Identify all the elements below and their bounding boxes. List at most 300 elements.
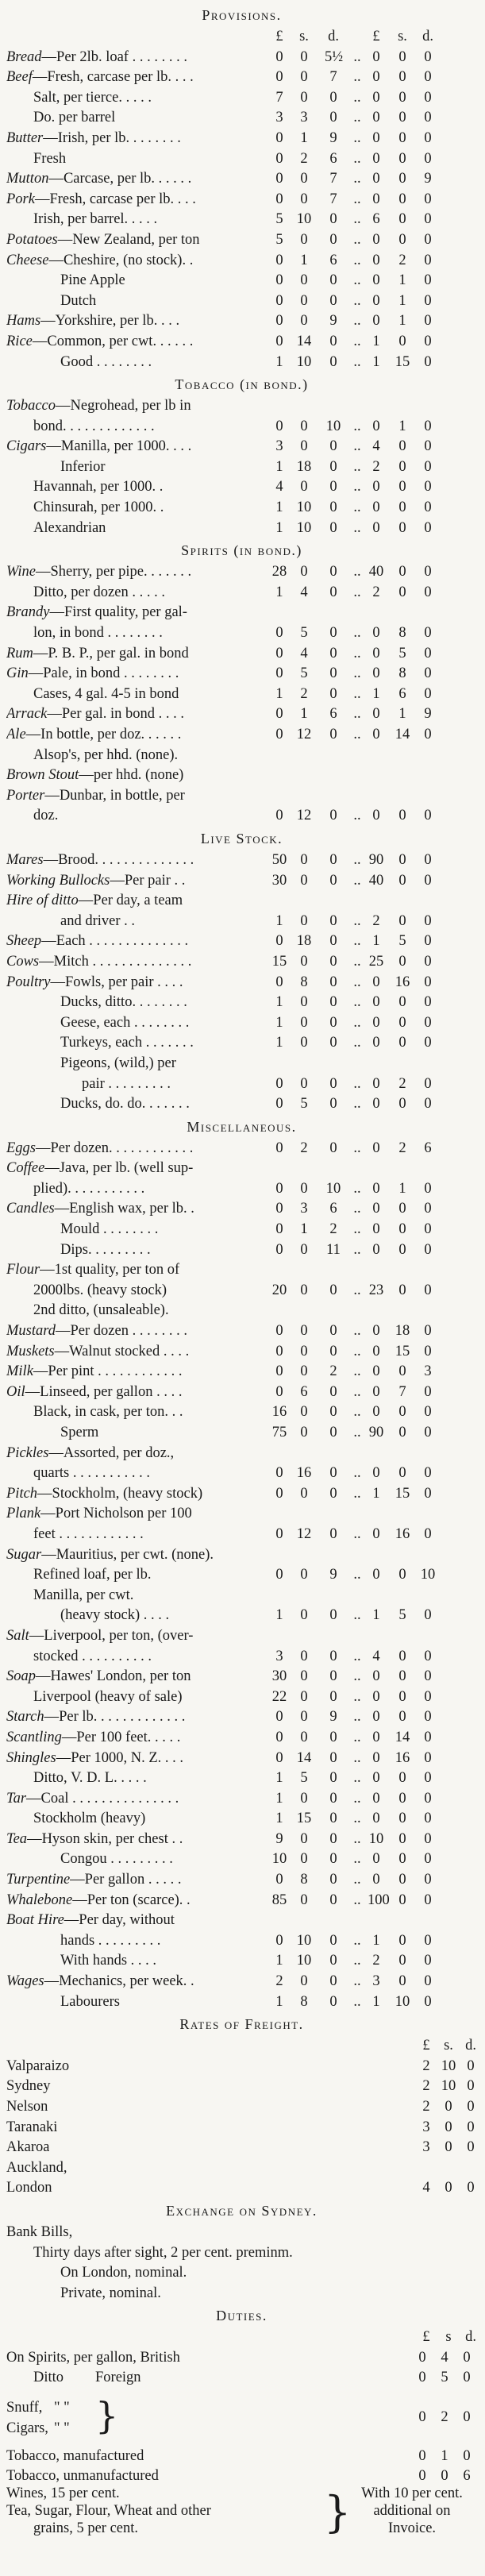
exchange-line: Private, nominal.	[60, 2285, 161, 2301]
price-value: 1	[275, 1953, 283, 1969]
price-value: 6	[329, 706, 337, 723]
price-value: 1	[275, 1035, 283, 1051]
price-row	[6, 725, 477, 746]
price-value: 0	[372, 1383, 380, 1400]
freight-value: 2	[422, 2057, 430, 2074]
price-value: 0	[424, 353, 432, 370]
freight-value: 0	[467, 2180, 475, 2196]
column-header-label: s	[445, 2329, 452, 2346]
price-value: 0	[329, 1973, 337, 1990]
price-value: 5	[398, 645, 406, 661]
price-value: 0	[398, 1830, 406, 1847]
price-value: 0	[300, 1404, 308, 1421]
price-value: 0	[424, 808, 432, 824]
price-value: 0	[398, 872, 406, 889]
price-value: 23	[368, 1282, 384, 1298]
price-value: 0	[329, 1404, 337, 1421]
item-text: lon, in bond . . . . . . . .	[33, 625, 163, 642]
price-value: 40	[368, 872, 384, 889]
row-separator: ..	[353, 1383, 361, 1400]
item-label	[6, 786, 185, 807]
item-label	[60, 1220, 158, 1240]
price-value: 0	[424, 272, 432, 289]
price-value: 6	[329, 252, 337, 268]
price-value: 0	[275, 665, 283, 682]
row-separator: ..	[353, 1709, 361, 1726]
price-value: 0	[372, 191, 380, 207]
freight-value: 3	[422, 2119, 430, 2135]
price-value: 7	[398, 1383, 406, 1400]
price-row	[6, 1891, 477, 1911]
price-value: 0	[329, 808, 337, 824]
price-value: 0	[275, 129, 283, 146]
item-label	[60, 1013, 189, 1034]
price-value: 0	[424, 458, 432, 475]
row-separator: ..	[353, 1525, 361, 1542]
item-text: —Mechanics, per week. .	[44, 1973, 194, 1990]
price-value: 0	[424, 1404, 432, 1421]
price-value: 0	[372, 89, 380, 106]
price-row	[6, 1094, 477, 1115]
item-label	[6, 1728, 180, 1749]
item-label	[33, 417, 155, 438]
item-text: —Mauritius, per cwt. (none).	[41, 1546, 214, 1563]
item-label	[33, 623, 163, 644]
price-value: 0	[275, 1180, 283, 1197]
price-row	[6, 704, 477, 725]
freight-value: 4	[422, 2180, 430, 2196]
price-value: 5	[300, 1770, 308, 1787]
price-row	[6, 1647, 477, 1668]
price-value: 0	[424, 685, 432, 702]
row-separator: ..	[353, 129, 361, 146]
price-value: 16	[395, 974, 410, 990]
price-value: 0	[398, 1973, 406, 1990]
item-lead: Wages	[6, 1973, 44, 1990]
price-value: 0	[424, 333, 432, 349]
row-separator: ..	[353, 1567, 361, 1583]
price-value: 9	[329, 129, 337, 146]
freight-destination: Auckland,	[6, 2159, 67, 2176]
price-value: 0	[372, 1323, 380, 1340]
price-value: 0	[372, 1140, 380, 1156]
price-value: 0	[424, 1282, 432, 1298]
price-value: 0	[329, 1465, 337, 1482]
price-row	[6, 644, 477, 665]
item-text: pair . . . . . . . . .	[82, 1075, 171, 1092]
row-separator: ..	[353, 1688, 361, 1705]
price-row	[6, 891, 477, 912]
row-separator: ..	[353, 1648, 361, 1664]
item-label	[33, 108, 115, 129]
item-text: Dutch	[60, 292, 97, 309]
price-row	[6, 1606, 477, 1626]
price-value: 0	[424, 438, 432, 455]
item-label	[6, 1382, 182, 1403]
price-value: 18	[296, 933, 312, 950]
price-value: 9	[424, 706, 432, 723]
item-text: Alexandrian	[33, 519, 106, 536]
item-text: Havannah, per 1000. .	[33, 479, 164, 496]
duty-label-tea: Tea, Sugar, Flour, Wheat and other	[6, 2502, 211, 2519]
item-label	[6, 190, 196, 210]
item-label	[33, 498, 164, 519]
section-title-livestock: Live Stock.	[200, 830, 283, 846]
duty-label: Tobacco, unmanufactured	[6, 2467, 159, 2484]
item-label	[6, 891, 183, 912]
duty-value: 6	[463, 2467, 471, 2484]
duty-value: 0	[463, 2349, 471, 2366]
price-value: 0	[398, 1567, 406, 1583]
item-lead: Candles	[6, 1201, 55, 1217]
price-value: 0	[372, 1811, 380, 1827]
row-separator: ..	[353, 584, 361, 600]
item-text: —Per dozen. . . . . . . . . . . .	[36, 1140, 194, 1156]
price-value: 0	[398, 1932, 406, 1949]
price-row	[6, 1179, 477, 1200]
column-header-label: s.	[398, 29, 407, 44]
row-separator: ..	[353, 727, 361, 742]
duty-value: 0	[418, 2467, 426, 2484]
row-separator: ..	[353, 150, 361, 167]
item-text: plied). . . . . . . . . . .	[33, 1180, 145, 1197]
item-label	[33, 1179, 144, 1200]
price-value: 0	[329, 1035, 337, 1051]
price-value: 0	[329, 872, 337, 889]
price-value: 6	[398, 685, 406, 702]
price-value: 0	[372, 499, 380, 516]
price-value: 0	[424, 1770, 432, 1787]
duty-row-snuff-cigars	[6, 2408, 477, 2428]
price-value: 0	[424, 1811, 432, 1827]
price-row	[6, 1768, 477, 1789]
price-value: 0	[329, 1525, 337, 1542]
price-value: 0	[300, 1830, 308, 1847]
column-header-label: £	[422, 2329, 430, 2346]
price-value: 1	[275, 1811, 283, 1827]
price-value: 85	[271, 1892, 287, 1908]
price-value: 0	[424, 191, 432, 207]
price-value: 0	[424, 933, 432, 950]
row-separator: ..	[353, 353, 361, 370]
price-value: 1	[372, 685, 380, 702]
price-row	[6, 1199, 477, 1220]
item-text: —Cheshire, (no stock). .	[48, 252, 194, 268]
price-value: 0	[398, 150, 406, 167]
freight-row	[6, 2097, 477, 2118]
price-value: 0	[329, 231, 337, 248]
price-value: 1	[275, 912, 283, 929]
item-label	[6, 1626, 193, 1647]
price-value: 0	[424, 1993, 432, 2010]
price-value: 0	[372, 1790, 380, 1807]
price-value: 11	[326, 1241, 341, 1258]
price-value: 0	[398, 438, 406, 455]
item-label	[6, 952, 191, 973]
price-value: 0	[424, 48, 432, 65]
price-row	[6, 1565, 477, 1586]
price-value: 0	[424, 1729, 432, 1745]
price-value: 0	[300, 912, 308, 929]
price-value: 0	[398, 1790, 406, 1807]
price-value: 0	[300, 1425, 308, 1440]
price-value: 0	[329, 1830, 337, 1847]
price-value: 0	[329, 1383, 337, 1400]
price-value: 0	[300, 1180, 308, 1197]
price-value: 3	[275, 110, 283, 126]
price-value: 2	[329, 1363, 337, 1380]
item-label	[33, 519, 106, 539]
item-label	[60, 353, 152, 373]
item-label	[6, 725, 181, 746]
price-value: 0	[329, 974, 337, 990]
price-value: 1	[372, 1607, 380, 1624]
price-value: 0	[300, 1790, 308, 1807]
item-lead: Whalebone	[6, 1892, 73, 1908]
price-value: 0	[275, 706, 283, 723]
price-value: 0	[275, 1525, 283, 1542]
row-separator: ..	[353, 1140, 361, 1156]
price-value: 0	[424, 1872, 432, 1888]
item-text: —Per pint . . . . . . . . . . . .	[33, 1363, 183, 1380]
price-value: 0	[398, 499, 406, 516]
item-text: Irish, per barrel. . . . .	[33, 211, 158, 228]
price-value: 0	[275, 1221, 283, 1238]
row-separator: ..	[353, 851, 361, 868]
price-value: 0	[275, 252, 283, 268]
price-value: 0	[300, 1973, 308, 1990]
item-lead: Hams	[6, 313, 41, 330]
price-value: 0	[329, 499, 337, 516]
item-label	[6, 871, 185, 892]
item-text: Ducks, ditto. . . . . . . .	[60, 994, 187, 1011]
item-label	[6, 251, 193, 272]
price-value: 0	[424, 625, 432, 642]
price-row	[6, 1972, 477, 1992]
price-value: 6	[300, 1383, 308, 1400]
price-value: 0	[300, 851, 308, 868]
item-label	[60, 993, 187, 1013]
price-value: 0	[424, 231, 432, 248]
item-lead: Rice	[6, 333, 33, 349]
price-value: 0	[424, 665, 432, 682]
price-value: 0	[329, 1851, 337, 1868]
price-value: 0	[300, 1688, 308, 1705]
item-text: Manilla, per cwt.	[33, 1587, 134, 1603]
duty-row-tobacco-unmanufactured	[6, 2466, 477, 2487]
item-text: Pigeons, (wild,) per	[60, 1055, 176, 1071]
item-lead: Mustard	[6, 1323, 56, 1340]
price-value: 0	[372, 1404, 380, 1421]
price-value: 0	[398, 808, 406, 824]
item-text: —Irish, per lb. . . . . . . .	[43, 129, 181, 146]
row-separator: ..	[353, 272, 361, 289]
price-value: 14	[296, 333, 312, 349]
item-label	[6, 437, 191, 457]
price-value: 30	[271, 872, 287, 889]
price-row	[6, 169, 477, 190]
item-lead: Turpentine	[6, 1872, 71, 1888]
price-value: 0	[372, 1567, 380, 1583]
price-value: 3	[275, 1648, 283, 1664]
price-value: 0	[424, 292, 432, 309]
price-value: 0	[329, 1872, 337, 1888]
price-value: 0	[372, 1201, 380, 1217]
price-value: 9	[275, 1830, 283, 1847]
spirits-list	[6, 562, 477, 827]
item-label	[6, 1545, 214, 1566]
price-value: 0	[275, 1729, 283, 1745]
item-label	[6, 1870, 181, 1891]
freight-value: 10	[441, 2057, 456, 2074]
price-value: 0	[424, 1383, 432, 1400]
section-title-provisions: Provisions.	[202, 7, 282, 23]
item-lead: Plank	[6, 1506, 41, 1522]
item-text: —Per 1000, N. Z. . . .	[56, 1749, 184, 1766]
price-value: 0	[398, 584, 406, 600]
duties-block	[6, 2348, 477, 2539]
price-value: 0	[372, 1343, 380, 1359]
item-label	[33, 1768, 147, 1789]
freight-row	[6, 2178, 477, 2199]
item-text: —Fresh, carcase per lb. . . .	[32, 69, 194, 86]
price-value: 0	[300, 69, 308, 86]
price-value: 0	[372, 1525, 380, 1542]
item-text: —Per gallon . . . . .	[70, 1872, 182, 1888]
price-value: 2	[398, 1075, 406, 1092]
price-value: 4	[372, 438, 380, 455]
row-separator: ..	[353, 625, 361, 642]
item-lead: Pork	[6, 191, 35, 207]
price-value: 12	[296, 1525, 312, 1542]
price-value: 0	[372, 1770, 380, 1787]
price-value: 3	[372, 1973, 380, 1990]
item-label	[60, 1033, 194, 1054]
item-label	[6, 850, 194, 871]
item-label	[6, 1830, 183, 1850]
price-row	[6, 332, 477, 353]
price-value: 0	[398, 1282, 406, 1298]
price-value: 0	[329, 1014, 337, 1031]
duty-value: 5	[441, 2369, 448, 2385]
item-label	[6, 396, 191, 417]
row-separator: ..	[353, 1932, 361, 1949]
column-header-label: £	[372, 29, 380, 44]
price-value: 0	[275, 1709, 283, 1726]
item-label	[6, 1342, 189, 1363]
row-separator: ..	[353, 974, 361, 990]
price-value: 0	[424, 727, 432, 742]
item-label	[6, 1707, 185, 1728]
item-lead: Gin	[6, 665, 29, 682]
item-lead: Scantling	[6, 1729, 62, 1745]
price-value: 0	[329, 110, 337, 126]
column-header-label: £	[422, 2038, 430, 2054]
price-value: 0	[329, 1790, 337, 1807]
price-value: 1	[275, 499, 283, 516]
row-separator: ..	[353, 1729, 361, 1745]
price-value: 0	[275, 171, 283, 187]
item-label	[60, 1606, 169, 1626]
price-value: 22	[271, 1688, 287, 1705]
item-lead: Ale	[6, 727, 26, 742]
row-separator: ..	[353, 1811, 361, 1827]
price-row	[6, 353, 477, 373]
exchange-line: On London, nominal.	[60, 2265, 187, 2281]
item-text: 2000lbs. (heavy stock)	[33, 1282, 167, 1298]
price-value: 0	[329, 1811, 337, 1827]
price-row	[6, 1586, 477, 1606]
price-value: 1	[300, 129, 308, 146]
price-value: 0	[398, 129, 406, 146]
price-value: 0	[275, 1096, 283, 1113]
price-value: 0	[275, 1383, 283, 1400]
price-row	[6, 1931, 477, 1952]
duty-value: 0	[463, 2447, 471, 2464]
provisions-list	[6, 48, 477, 373]
price-row	[6, 1423, 477, 1444]
price-value: 0	[398, 1404, 406, 1421]
price-value: 9	[329, 1709, 337, 1726]
row-separator: ..	[353, 1892, 361, 1908]
price-value: 10	[296, 211, 312, 228]
price-value: 0	[398, 1465, 406, 1482]
price-value: 0	[424, 584, 432, 600]
item-lead: Soap	[6, 1668, 36, 1685]
price-value: 1	[275, 1014, 283, 1031]
misc-list	[6, 1139, 477, 2013]
price-value: 0	[424, 1749, 432, 1766]
price-value: 0	[329, 1485, 337, 1502]
price-row	[6, 1342, 477, 1363]
price-value: 28	[271, 564, 287, 580]
price-value: 6	[424, 1140, 432, 1156]
price-value: 1	[372, 1485, 380, 1502]
item-label	[60, 1423, 98, 1444]
price-value: 0	[424, 953, 432, 970]
item-label	[6, 931, 188, 952]
price-value: 0	[372, 313, 380, 330]
price-value: 2	[300, 1140, 308, 1156]
price-value: 1	[398, 313, 406, 330]
price-value: 0	[424, 129, 432, 146]
price-value: 0	[398, 191, 406, 207]
column-header-label: d.	[328, 29, 339, 44]
row-separator: ..	[353, 110, 361, 126]
item-text: —Mitch . . . . . . . . . . . . . .	[39, 953, 192, 970]
item-label	[6, 765, 183, 786]
price-row	[6, 149, 477, 170]
row-separator: ..	[353, 808, 361, 824]
price-value: 0	[424, 1830, 432, 1847]
item-label	[6, 67, 194, 88]
price-value: 0	[372, 69, 380, 86]
price-value: 0	[372, 1180, 380, 1197]
price-value: 0	[372, 1749, 380, 1766]
price-value: 12	[296, 808, 312, 824]
price-value: 2	[300, 150, 308, 167]
price-value: 0	[424, 69, 432, 86]
price-value: 0	[398, 851, 406, 868]
item-text: —Dunbar, in bottle, per	[44, 787, 185, 804]
price-value: 20	[271, 1282, 287, 1298]
ditto-marks: " "	[54, 2399, 70, 2416]
item-text: —Hyson skin, per chest . .	[27, 1830, 183, 1847]
price-value: 1	[398, 292, 406, 309]
price-row	[6, 664, 477, 684]
price-value: 15	[271, 953, 287, 970]
price-row	[6, 477, 477, 498]
